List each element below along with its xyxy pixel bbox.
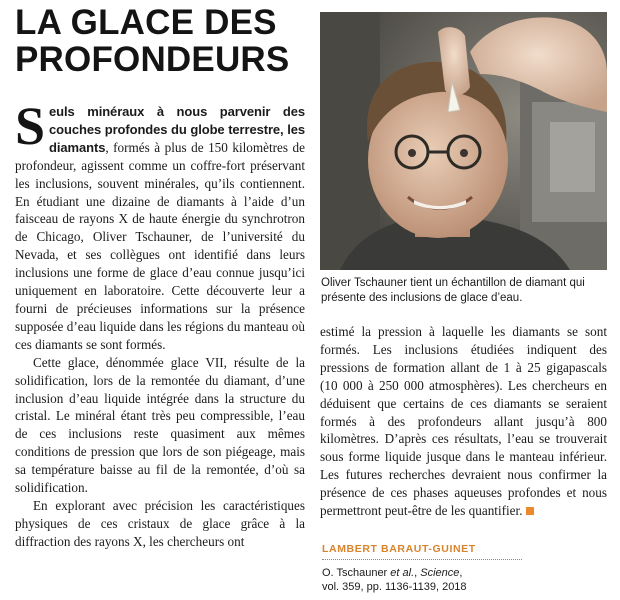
intro-text: , formés à plus de 150 kilomètres de profondeur, agissent comme un coffre-fort préservant les inclusions, souvent minérales, qu’ils contiennent. En étudiant une dizaine de diamants à l’aide d’un faisceau de rayons X de haute énergie du synchrotron de Chicago, Oliver Tschauner, de l’université du Nevada, et ses collègues ont identifié dans leurs inclusions une forme de glace d’eau connue jusqu’ici uniquement en laboratoire. Cette découverte leur a fourni de précieuses informations sur la présence supposée d’eau liquide dans les régions du manteau où ces diamants se sont formés. [15, 139, 305, 352]
article-photo [320, 12, 607, 270]
dropcap: S [15, 96, 46, 156]
column-left [15, 96, 305, 551]
paragraph-exploration-end [320, 323, 607, 520]
article-title: LA GLACE DES PROFONDEURS [15, 3, 290, 79]
paragraph-intro [15, 96, 305, 354]
reference-journal: Science [420, 567, 460, 579]
photo-illustration [320, 12, 607, 270]
lead-bold: euls minéraux à nous parvenir des couches profondes du globe terrestre, les diamants [49, 104, 305, 155]
end-mark-icon [526, 507, 534, 515]
reference-authors: O. Tschauner [322, 567, 391, 579]
divider [322, 559, 522, 560]
photo-caption: Oliver Tschauner tient un échantillon de diamant qui présente des inclusions de glace d’eau. [321, 277, 585, 304]
exploration-text: estimé la pression à laquelle les diamants se sont formés. Les inclusions étudiées indiquent des pressions de formation allant de 1 à 25 gigapascals (10 000 à 250 000 atmosphères). Les chercheurs en déduisent que certains de ces diamants se seraient formés à des profondeurs allant jusqu’à 800 kilomètres. D’après ces résultats, l’eau se trouverait sous forme liquide jusque dans le manteau inférieur. Les futures recherches devraient nous confirmer la présence de ces phases aqueuses profondes et nous permettront peut-être de les quantifier. [320, 324, 607, 519]
author-name: LAMBERT BARAUT-GUINET [322, 543, 476, 555]
reference-details: vol. 359, pp. 1136-1139, 2018 [322, 581, 467, 593]
reference: O. Tschauner et al., Science, vol. 359, pp. 1136-1139, 2018 [322, 567, 467, 593]
column-right [320, 323, 607, 520]
reference-et-al: et al. [390, 567, 415, 579]
paragraph-glace-vii: Cette glace, dénommée glace VII, résulte de la solidification, lors de la remontée du diamant, d’une inclusion d’eau liquide intégrée dans la structure du cristal. Le minéral étant très peu compressible, l’eau de ces inclusions reste quasiment aux mêmes conditions de pression que lors de son piégeage, mais sa température baisse au fil de la remontée, d’où sa solidification. [15, 354, 305, 496]
paragraph-exploration-start: En explorant avec précision les caractéristiques physiques de ces cristaux de glace grâce à la diffraction des rayons X, les chercheurs ont [15, 497, 305, 549]
